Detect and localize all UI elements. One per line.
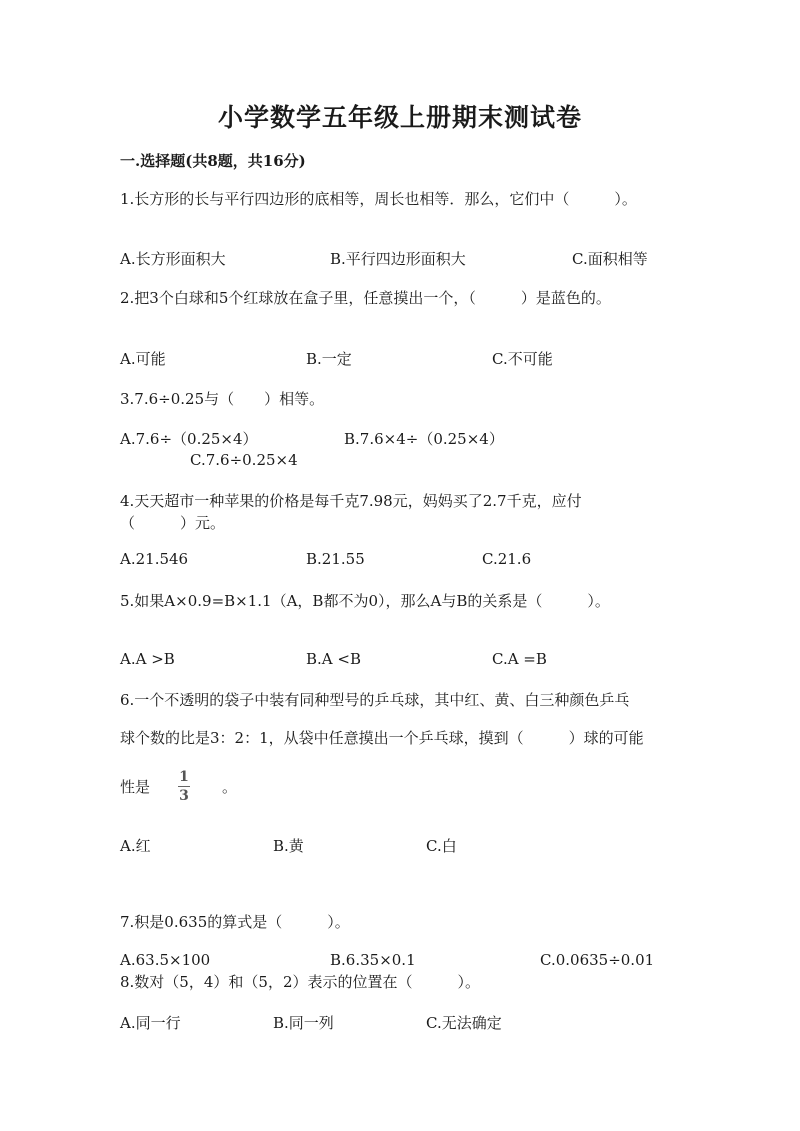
question-6-text-line-3-prefix: 性是 <box>120 778 151 796</box>
question-5-text: 5.如果A×0.9=B×1.1（A，B都不为0），那么A与B的关系是（ ）。 <box>120 592 610 610</box>
question-4-option-b: B.21.55 <box>306 550 365 568</box>
question-8-option-c: C.无法确定 <box>426 1014 502 1032</box>
question-2-option-a: A.可能 <box>120 350 166 368</box>
question-6-text-line-2: 球个数的比是3：2：1，从袋中任意摸出一个乒乓球，摸到（ ）球的可能 <box>120 729 644 747</box>
fraction-bar <box>178 786 190 787</box>
question-3-option-b: B.7.6×4÷（0.25×4） <box>344 430 504 448</box>
question-8-option-b: B.同一列 <box>273 1014 334 1032</box>
question-1-option-a: A.长方形面积大 <box>120 250 226 268</box>
question-4-option-c: C.21.6 <box>482 550 532 568</box>
question-4-text-line-1: 4.天天超市一种苹果的价格是每千克7.98元，妈妈买了2.7千克，应付 <box>120 492 582 510</box>
question-5-option-a: A.A >B <box>120 650 175 668</box>
question-6-text-line-3-suffix: 。 <box>222 778 238 796</box>
question-5-option-c: C.A =B <box>492 650 547 668</box>
question-6-text-line-3 <box>120 770 237 803</box>
fraction-denominator: 3 <box>179 788 189 804</box>
question-3-option-a: A.7.6÷（0.25×4） <box>120 430 258 448</box>
question-8-text: 8.数对（5，4）和（5，2）表示的位置在（ ）。 <box>120 973 480 991</box>
question-7-option-c: C.0.0635÷0.01 <box>540 951 655 969</box>
question-5-option-b: B.A <B <box>306 650 361 668</box>
question-7-text: 7.积是0.635的算式是（ ）。 <box>120 913 350 931</box>
question-6-option-a: A.红 <box>120 837 151 855</box>
question-8-option-a: A.同一行 <box>120 1014 181 1032</box>
question-4-option-a: A.21.546 <box>120 550 189 568</box>
question-6-option-b: B.黄 <box>273 837 304 855</box>
fraction-one-third <box>178 770 190 803</box>
question-3-text: 3.7.6÷0.25与（ ）相等。 <box>120 390 325 408</box>
question-2-text: 2.把3个白球和5个红球放在盒子里，任意摸出一个，（ ）是蓝色的。 <box>120 289 611 307</box>
question-7-option-a: A.63.5×100 <box>120 951 211 969</box>
question-3-option-c: C.7.6÷0.25×4 <box>190 451 298 469</box>
page-title: 小学数学五年级上册期末测试卷 <box>217 103 582 132</box>
question-2-option-c: C.不可能 <box>492 350 553 368</box>
question-7-option-b: B.6.35×0.1 <box>330 951 416 969</box>
question-1-option-c: C.面积相等 <box>572 250 648 268</box>
question-1-text: 1.长方形的长与平行四边形的底相等，周长也相等．那么，它们中（ ）。 <box>120 190 637 208</box>
question-6-option-c: C.白 <box>426 837 457 855</box>
section-heading: 一.选择题(共8题，共16分) <box>120 152 306 170</box>
question-2-option-b: B.一定 <box>306 350 352 368</box>
fraction-numerator: 1 <box>179 769 189 785</box>
question-4-text-line-2: （ ）元。 <box>120 514 226 532</box>
question-1-option-b: B.平行四边形面积大 <box>330 250 466 268</box>
question-6-text-line-1: 6.一个不透明的袋子中装有同种型号的乒乓球，其中红、黄、白三种颜色乒乓 <box>120 691 630 709</box>
